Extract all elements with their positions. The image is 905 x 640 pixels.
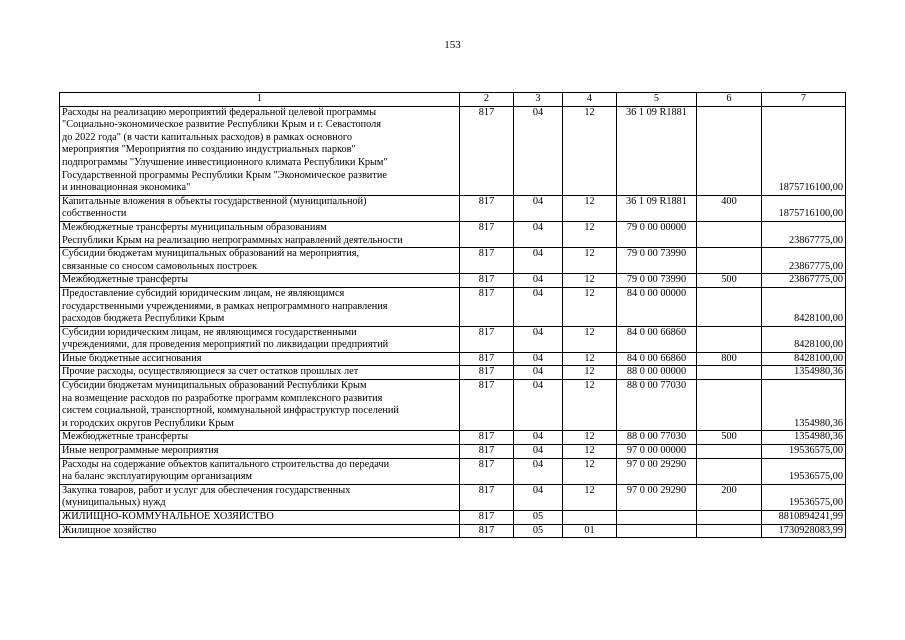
table-row <box>60 484 846 510</box>
subsection-code-cell: 12 <box>563 106 617 195</box>
expense-type-cell <box>697 106 762 195</box>
amount-cell: 19536575,00 <box>762 484 846 510</box>
ministry-code-cell: 817 <box>460 431 514 445</box>
row-name-cell: Межбюджетные трансферты <box>60 274 460 288</box>
section-code-cell: 04 <box>514 352 563 366</box>
ministry-code-cell: 817 <box>460 445 514 459</box>
section-code-cell: 04 <box>514 431 563 445</box>
section-code-cell: 04 <box>514 106 563 195</box>
table-row <box>60 195 846 221</box>
subsection-code-cell: 12 <box>563 484 617 510</box>
expense-type-cell: 400 <box>697 195 762 221</box>
target-article-cell <box>617 524 697 538</box>
expense-type-cell <box>697 445 762 459</box>
expense-type-cell: 800 <box>697 352 762 366</box>
section-code-cell: 04 <box>514 274 563 288</box>
row-name-cell: ЖИЛИЩНО-КОММУНАЛЬНОЕ ХОЗЯЙСТВО <box>60 511 460 525</box>
target-article-cell: 88 0 00 77030 <box>617 431 697 445</box>
ministry-code-cell: 817 <box>460 274 514 288</box>
target-article-cell: 36 1 09 R1881 <box>617 195 697 221</box>
ministry-code-cell: 817 <box>460 352 514 366</box>
amount-cell: 19536575,00 <box>762 445 846 459</box>
row-name-cell: Межбюджетные трансферты <box>60 431 460 445</box>
ministry-code-cell: 817 <box>460 195 514 221</box>
expense-type-cell <box>697 326 762 352</box>
amount-cell: 23867775,00 <box>762 248 846 274</box>
target-article-cell: 79 0 00 73990 <box>617 248 697 274</box>
column-header: 4 <box>563 93 617 107</box>
table-row <box>60 248 846 274</box>
ministry-code-cell: 817 <box>460 380 514 431</box>
table-row <box>60 380 846 431</box>
table-row <box>60 326 846 352</box>
expense-type-cell <box>697 287 762 326</box>
ministry-code-cell: 817 <box>460 248 514 274</box>
table-row <box>60 274 846 288</box>
subsection-code-cell: 12 <box>563 248 617 274</box>
table-row <box>60 366 846 380</box>
table-row <box>60 352 846 366</box>
amount-cell: 1354980,36 <box>762 380 846 431</box>
row-name-cell: Субсидии юридическим лицам, не являющимся государственными учреждениями, для проведения мероприятий по ликвидации предприятий <box>60 326 460 352</box>
row-name-cell: Закупка товаров, работ и услуг для обеспечения государственных (муниципальных) нужд <box>60 484 460 510</box>
amount-cell: 8428100,00 <box>762 352 846 366</box>
table-row <box>60 287 846 326</box>
column-header: 7 <box>762 93 846 107</box>
table-row <box>60 458 846 484</box>
table-row <box>60 106 846 195</box>
expense-type-cell: 200 <box>697 484 762 510</box>
subsection-code-cell: 12 <box>563 431 617 445</box>
target-article-cell: 97 0 00 29290 <box>617 484 697 510</box>
table-row <box>60 221 846 247</box>
subsection-code-cell: 12 <box>563 352 617 366</box>
expense-type-cell <box>697 524 762 538</box>
amount-cell: 1875716100,00 <box>762 195 846 221</box>
row-name-cell: Субсидии бюджетам муниципальных образований Республики Крым на возмещение расходов по разработке программ комплексного развития систем социальной, транспортной, коммунальной инфраструктур поселений и городских округов Республики Крым <box>60 380 460 431</box>
amount-cell: 23867775,00 <box>762 221 846 247</box>
subsection-code-cell: 12 <box>563 221 617 247</box>
ministry-code-cell: 817 <box>460 458 514 484</box>
amount-cell: 1875716100,00 <box>762 106 846 195</box>
row-name-cell: Расходы на реализацию мероприятий федеральной целевой программы "Социально-экономическое развитие Республики Крым и г. Севастополя до 2022 года" (в части капитальных расходов) в рамках основного мероприятия "Мероприятия по созданию индустриальных парков" подпрограммы "Улучшение инвестиционного климата Республики Крым" Государственной программы Республики Крым "Экономическое развитие и инновационная экономика" <box>60 106 460 195</box>
column-header: 6 <box>697 93 762 107</box>
amount-cell: 19536575,00 <box>762 458 846 484</box>
target-article-cell: 88 0 00 00000 <box>617 366 697 380</box>
amount-cell: 8810894241,99 <box>762 511 846 525</box>
ministry-code-cell: 817 <box>460 106 514 195</box>
expense-type-cell <box>697 511 762 525</box>
row-name-cell: Межбюджетные трансферты муниципальным образованиям Республики Крым на реализацию непрограммных направлений деятельности <box>60 221 460 247</box>
section-code-cell: 04 <box>514 248 563 274</box>
row-name-cell: Субсидии бюджетам муниципальных образований на мероприятия, связанные со сносом самовольных построек <box>60 248 460 274</box>
subsection-code-cell: 12 <box>563 287 617 326</box>
amount-cell: 1354980,36 <box>762 366 846 380</box>
column-header: 5 <box>617 93 697 107</box>
amount-cell: 23867775,00 <box>762 274 846 288</box>
ministry-code-cell: 817 <box>460 287 514 326</box>
section-code-cell: 04 <box>514 326 563 352</box>
amount-cell: 8428100,00 <box>762 287 846 326</box>
ministry-code-cell: 817 <box>460 511 514 525</box>
row-name-cell: Жилищное хозяйство <box>60 524 460 538</box>
ministry-code-cell: 817 <box>460 484 514 510</box>
table-row <box>60 524 846 538</box>
section-code-cell: 04 <box>514 366 563 380</box>
table-row <box>60 431 846 445</box>
expense-type-cell: 500 <box>697 274 762 288</box>
section-code-cell: 04 <box>514 458 563 484</box>
amount-cell: 1354980,36 <box>762 431 846 445</box>
subsection-code-cell: 12 <box>563 274 617 288</box>
column-header: 3 <box>514 93 563 107</box>
subsection-code-cell: 12 <box>563 326 617 352</box>
section-code-cell: 05 <box>514 511 563 525</box>
row-name-cell: Предоставление субсидий юридическим лицам, не являющимся государственными учреждениями, в рамках непрограммного направления расходов бюджета Республики Крым <box>60 287 460 326</box>
ministry-code-cell: 817 <box>460 524 514 538</box>
section-code-cell: 04 <box>514 380 563 431</box>
table-row <box>60 511 846 525</box>
expense-type-cell <box>697 380 762 431</box>
subsection-code-cell: 01 <box>563 524 617 538</box>
row-name-cell: Капитальные вложения в объекты государственной (муниципальной) собственности <box>60 195 460 221</box>
column-header: 2 <box>460 93 514 107</box>
section-code-cell: 04 <box>514 195 563 221</box>
row-name-cell: Прочие расходы, осуществляющиеся за счет остатков прошлых лет <box>60 366 460 380</box>
target-article-cell: 84 0 00 00000 <box>617 287 697 326</box>
target-article-cell: 84 0 00 66860 <box>617 352 697 366</box>
target-article-cell: 97 0 00 00000 <box>617 445 697 459</box>
subsection-code-cell: 12 <box>563 380 617 431</box>
expense-type-cell <box>697 248 762 274</box>
subsection-code-cell: 12 <box>563 366 617 380</box>
column-header: 1 <box>60 93 460 107</box>
expense-type-cell <box>697 458 762 484</box>
ministry-code-cell: 817 <box>460 326 514 352</box>
subsection-code-cell: 12 <box>563 458 617 484</box>
table-header-row <box>60 93 846 107</box>
section-code-cell: 05 <box>514 524 563 538</box>
target-article-cell: 79 0 00 73990 <box>617 274 697 288</box>
amount-cell: 1730928083,99 <box>762 524 846 538</box>
budget-table <box>59 92 846 538</box>
amount-cell: 8428100,00 <box>762 326 846 352</box>
expense-type-cell <box>697 221 762 247</box>
subsection-code-cell: 12 <box>563 445 617 459</box>
row-name-cell: Расходы на содержание объектов капитального строительства до передачи на баланс эксплуатирующим организациям <box>60 458 460 484</box>
section-code-cell: 04 <box>514 287 563 326</box>
subsection-code-cell <box>563 511 617 525</box>
page-number: 153 <box>444 39 461 51</box>
expense-type-cell: 500 <box>697 431 762 445</box>
target-article-cell: 88 0 00 77030 <box>617 380 697 431</box>
section-code-cell: 04 <box>514 221 563 247</box>
ministry-code-cell: 817 <box>460 221 514 247</box>
row-name-cell: Иные непрограммные мероприятия <box>60 445 460 459</box>
target-article-cell: 79 0 00 00000 <box>617 221 697 247</box>
table-row <box>60 445 846 459</box>
subsection-code-cell: 12 <box>563 195 617 221</box>
target-article-cell <box>617 511 697 525</box>
target-article-cell: 36 1 09 R1881 <box>617 106 697 195</box>
section-code-cell: 04 <box>514 445 563 459</box>
row-name-cell: Иные бюджетные ассигнования <box>60 352 460 366</box>
target-article-cell: 84 0 00 66860 <box>617 326 697 352</box>
section-code-cell: 04 <box>514 484 563 510</box>
ministry-code-cell: 817 <box>460 366 514 380</box>
target-article-cell: 97 0 00 29290 <box>617 458 697 484</box>
expense-type-cell <box>697 366 762 380</box>
